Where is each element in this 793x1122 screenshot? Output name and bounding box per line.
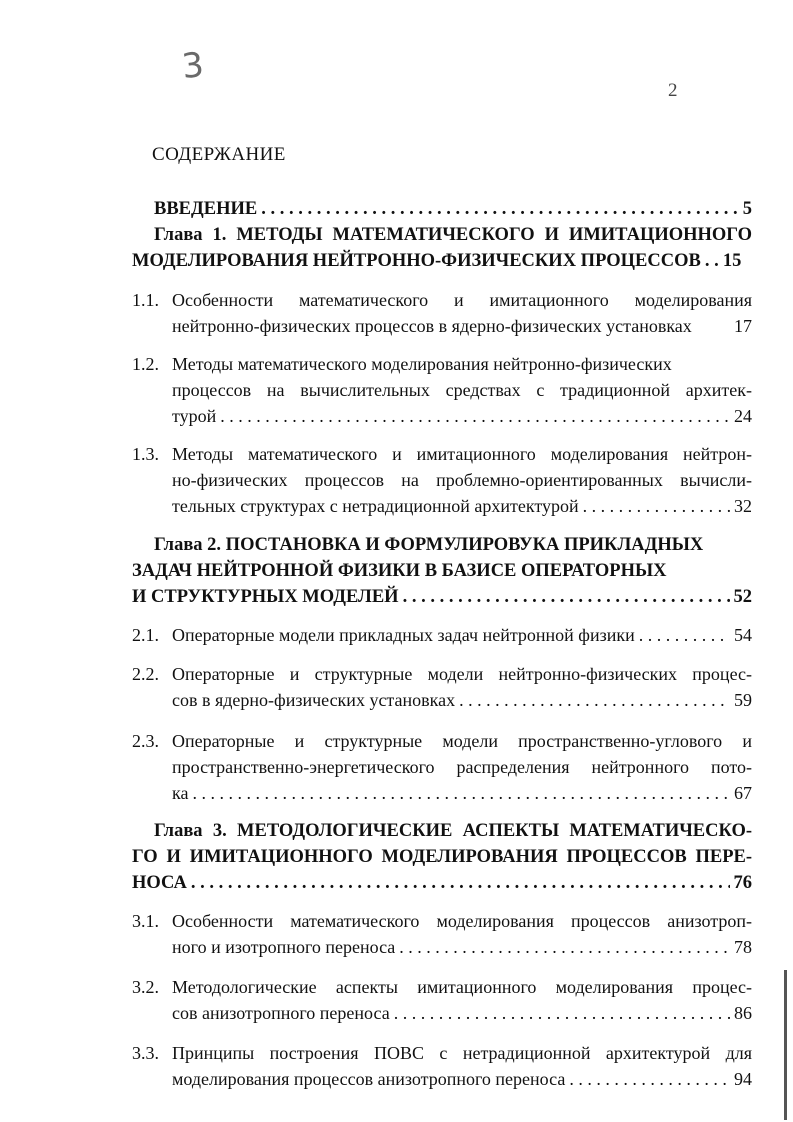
toc-section-1-1	[132, 287, 752, 339]
section-number: 2.2.	[132, 664, 159, 684]
section-2-3-line-2: пространственно-энергетического распределения нейтронного пото-	[172, 757, 752, 777]
chapter-1-line-1: Глава 1. МЕТОДЫ МАТЕМАТИЧЕСКОГО И ИМИТАЦИОННОГО	[154, 225, 752, 245]
section-1-3-line-2: но-физических процессов на проблемно-ориентированных вычисли-	[172, 470, 752, 490]
handwritten-note: 3	[179, 44, 206, 88]
section-1-1-line-2: нейтронно-физических процессов в ядерно-физических установках	[172, 316, 692, 336]
section-1-2-line-2: процессов на вычислительных средствах с традиционной архитек-	[172, 380, 752, 400]
toc-title: СОДЕРЖАНИЕ	[152, 144, 286, 165]
section-1-2-line-1: Методы математического моделирования нейтронно-физических	[172, 354, 672, 374]
chapter-2-page: 52	[733, 587, 752, 607]
leader-dots	[459, 687, 730, 713]
toc-chapter-3	[132, 818, 752, 896]
toc-chapter-1	[132, 222, 752, 274]
toc-section-2-1	[132, 622, 752, 648]
section-3-2-page: 86	[734, 1003, 752, 1023]
chapter-3-line-1: Глава 3. МЕТОДОЛОГИЧЕСКИЕ АСПЕКТЫ МАТЕМАТИЧЕСКО-	[154, 821, 752, 841]
leader-dots	[583, 493, 730, 519]
section-3-1-line-2: ного и изотропного переноса	[172, 937, 396, 957]
section-2-1-line-1: Операторные модели прикладных задач нейтронной физики	[172, 625, 635, 645]
chapter-3-page: 76	[733, 873, 752, 893]
toc-section-1-3	[132, 441, 752, 519]
toc-section-3-1	[132, 908, 752, 960]
page-number: 2	[668, 80, 678, 101]
section-1-3-line-3: тельных структурах с нетрадиционной архитектурой	[172, 496, 579, 516]
section-number: 2.3.	[132, 731, 159, 751]
leader-dots	[191, 870, 730, 896]
section-3-1-page: 78	[734, 937, 752, 957]
section-3-3-page: 94	[734, 1069, 752, 1089]
section-number: 3.2.	[132, 977, 159, 997]
chapter-2-line-2: ЗАДАЧ НЕЙТРОННОЙ ФИЗИКИ В БАЗИСЕ ОПЕРАТОРНЫХ	[132, 561, 667, 581]
section-2-2-page: 59	[734, 690, 752, 710]
chapter-1-line-2: МОДЕЛИРОВАНИЯ НЕЙТРОННО-ФИЗИЧЕСКИХ ПРОЦЕССОВ	[132, 251, 701, 271]
section-3-2-line-2: сов анизотропного переноса	[172, 1003, 390, 1023]
toc-section-1-2	[132, 351, 752, 429]
leader-dots	[403, 584, 730, 610]
section-2-2-line-1: Операторные и структурные модели нейтронно-физических процес-	[172, 664, 752, 684]
chapter-3-line-3: НОСА	[132, 873, 187, 893]
section-1-1-page: 17	[734, 316, 752, 336]
chapter-2-line-3: И СТРУКТУРНЫХ МОДЕЛЕЙ	[132, 587, 399, 607]
chapter-2-line-1: Глава 2. ПОСТАНОВКА И ФОРМУЛИРОВУКА ПРИКЛАДНЫХ	[154, 535, 704, 555]
leader-dots	[261, 196, 739, 222]
chapter-3-line-2: ГО И ИМИТАЦИОННОГО МОДЕЛИРОВАНИЯ ПРОЦЕССОВ ПЕРЕ-	[132, 847, 752, 867]
section-2-3-line-1: Операторные и структурные модели пространственно-углового и	[172, 731, 752, 751]
chapter-1-page: 15	[722, 251, 742, 271]
section-2-3-line-3: ка	[172, 783, 189, 803]
leader-dots	[399, 934, 730, 960]
leader-dots	[220, 403, 730, 429]
leader-dots	[394, 1000, 730, 1026]
section-2-2-line-2: сов в ядерно-физических установках	[172, 690, 456, 710]
toc-chapter-2	[132, 532, 752, 610]
intro-label: ВВЕДЕНИЕ	[154, 199, 258, 219]
section-1-2-page: 24	[734, 406, 752, 426]
section-3-2-line-1: Методологические аспекты имитационного моделирования процес-	[172, 977, 752, 997]
section-number: 2.1.	[132, 625, 159, 645]
leader-dots	[192, 780, 730, 806]
section-3-3-line-2: моделирования процессов анизотропного переноса	[172, 1069, 566, 1089]
section-1-2-line-3: турой	[172, 406, 217, 426]
section-number: 1.3.	[132, 444, 159, 464]
toc-section-3-2	[132, 974, 752, 1026]
intro-page: 5	[742, 199, 752, 219]
section-3-1-line-1: Особенности математического моделирования процессов анизотроп-	[172, 911, 752, 931]
section-3-3-line-1: Принципы построения ПОВС с нетрадиционной архитектурой для	[172, 1043, 752, 1063]
leader-dots	[569, 1066, 730, 1092]
toc-section-2-2	[132, 661, 752, 713]
section-number: 3.1.	[132, 911, 159, 931]
section-1-3-line-1: Методы математического и имитационного моделирования нейтрон-	[172, 444, 752, 464]
section-number: 1.2.	[132, 354, 159, 374]
section-number: 1.1.	[132, 290, 159, 310]
section-1-1-line-1: Особенности математического и имитационного моделирования	[172, 290, 752, 310]
leader-dots	[639, 622, 730, 648]
leader-dots	[705, 248, 719, 274]
toc-section-3-3	[132, 1040, 752, 1092]
toc-entry-intro	[132, 196, 752, 222]
section-2-1-page: 54	[734, 625, 752, 645]
section-2-3-page: 67	[734, 783, 752, 803]
scan-edge-mark	[784, 970, 787, 1120]
toc-section-2-3	[132, 728, 752, 806]
section-1-3-page: 32	[734, 496, 752, 516]
section-number: 3.3.	[132, 1043, 159, 1063]
